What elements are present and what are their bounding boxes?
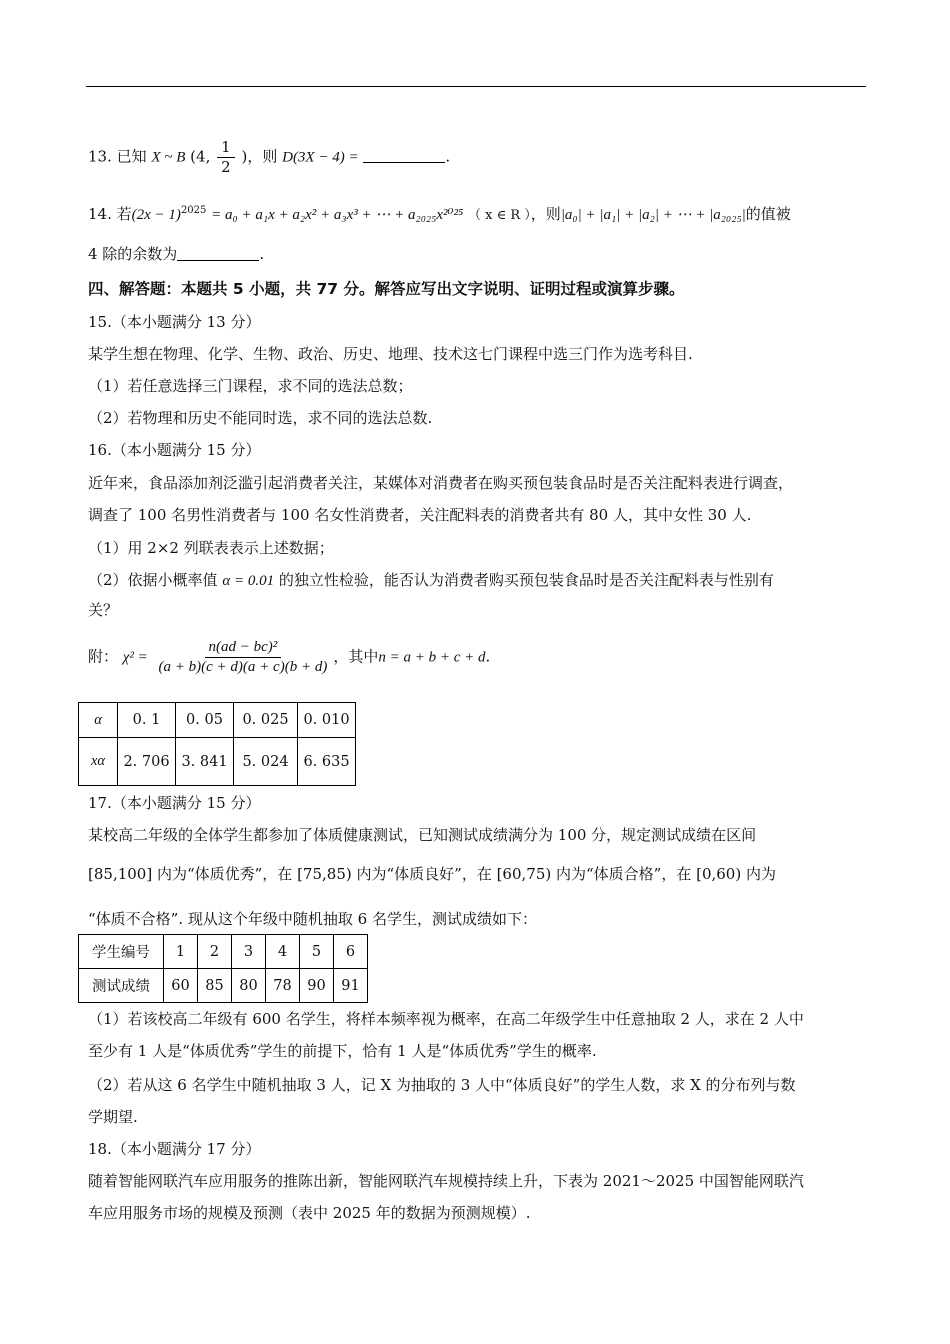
q18-body1: 随着智能网联汽车应用服务的推陈出新，智能网联汽车规模持续上升，下表为 2021～2025 中国智能网联汽 <box>88 1172 804 1190</box>
q14-line2 <box>88 245 264 263</box>
q17-part2-a: （2）若从这 6 名学生中随机抽取 3 人，记 X 为抽取的 3 人中“体质良好”的学生人数，求 X 的分布列与数 <box>88 1076 796 1094</box>
q16-table-cell: 0. 025 <box>234 703 298 738</box>
q16-table-cell: 6. 635 <box>298 738 356 786</box>
q16-part2-b: 的独立性检验，能否认为消费者购买预包装食品时是否关注配料表与性别有 <box>278 571 774 589</box>
q15-part1: （1）若任意选择三门课程，求不同的选法总数； <box>88 377 413 395</box>
q14-rhs: = a₀ + a₁x + a₂x² + a₃x³ + ⋯ + a₂₀₂₅x²⁰²⁵ <box>211 207 464 223</box>
q13-dist: X ~ B <box>151 149 186 166</box>
q16-body1: 近年来，食品添加剂泛滥引起消费者关注，某媒体对消费者在购买预包装食品时是否关注配料表进行调查， <box>88 474 794 492</box>
q17-part1-a: （1）若该校高二年级有 600 名学生，将样本频率视为概率，在高二年级学生中任意抽取 2 人，求在 2 人中 <box>88 1010 804 1028</box>
q17-body2: [85,100] 内为“体质优秀”，在 [75,85) 内为“体质良好”，在 [60,75) 内为“体质合格”，在 [0,60) 内为 <box>88 865 776 883</box>
q16-table-cell: 0. 05 <box>176 703 234 738</box>
q17-body1: 某校高二年级的全体学生都参加了体质健康测试，已知测试成绩满分为 100 分，规定测试成绩在区间 <box>88 826 757 844</box>
q17-table-cell: 4 <box>266 935 300 969</box>
q18-body2: 车应用服务市场的规模及预测（表中 2025 年的数据为预测规模）. <box>88 1204 531 1222</box>
q16-table-head-2: xα <box>79 738 118 786</box>
q13-frac-den: 2 <box>221 157 231 176</box>
q14-mid: ，则 <box>530 205 561 223</box>
q16-table-head-1: α <box>79 703 118 738</box>
q17-part2-b: 学期望. <box>88 1108 138 1126</box>
q17-table-cell: 85 <box>198 969 232 1003</box>
q16-formula-num: n(ad − bc)² <box>205 638 282 658</box>
q16-formula-n: n = a + b + c + d <box>378 649 486 666</box>
q14-abs-expr: |a₀| + |a₁| + |a₂| + ⋯ + |a₂₀₂₅| <box>560 207 746 223</box>
q16-part2-a: （2）依据小概率值 <box>88 571 218 589</box>
q17-table-cell: 6 <box>334 935 368 969</box>
q13-prefix: 已知 <box>116 147 147 166</box>
q13-dist-close: ) <box>241 147 248 166</box>
q16-table-cell: 2. 706 <box>118 738 176 786</box>
q16-table-cell: 5. 024 <box>234 738 298 786</box>
q16-formula-lhs: χ² = <box>122 649 148 666</box>
q17-head: 17.（本小题满分 15 分） <box>88 794 261 812</box>
q14-exp: 2025 <box>180 205 207 216</box>
q14-line2-end: . <box>259 245 265 263</box>
q17-table-head-1: 学生编号 <box>79 935 164 969</box>
q16-formula-fraction <box>155 638 332 677</box>
q16-formula-post: ，其中 <box>333 647 379 666</box>
q16-table-cell: 3. 841 <box>176 738 234 786</box>
q16-alpha: α = 0.01 <box>222 573 275 589</box>
q15-part2: （2）若物理和历史不能同时选，求不同的选法总数. <box>88 409 433 427</box>
q15-body: 某学生想在物理、化学、生物、政治、历史、地理、技术这七门课程中选三门作为选考科目. <box>88 345 693 363</box>
q13-end: . <box>445 147 451 166</box>
q13-fraction <box>217 138 235 177</box>
q14-tail: 的值被 <box>745 205 791 223</box>
q17-table-head-2: 测试成绩 <box>79 969 164 1003</box>
header-rule <box>86 86 866 87</box>
q16-head: 16.（本小题满分 15 分） <box>88 441 261 459</box>
q17-body3: “体质不合格”. 现从这个年级中随机抽取 6 名学生，测试成绩如下： <box>88 910 537 928</box>
q16-formula-den: (a + b)(c + d)(a + c)(b + d) <box>158 658 328 675</box>
q17-part1-b: 至少有 1 人是“体质优秀”学生的前提下，恰有 1 人是“体质优秀”学生的概率. <box>88 1042 597 1060</box>
section-4-heading: 四、解答题：本题共 5 小题，共 77 分。解答应写出文字说明、证明过程或演算步骤。 <box>88 280 685 298</box>
q17-table <box>78 934 368 1003</box>
q16-formula-pre: 附： <box>88 647 119 666</box>
q15-head: 15.（本小题满分 13 分） <box>88 313 261 331</box>
q17-table-cell: 1 <box>164 935 198 969</box>
q14-number: 14. <box>88 205 112 223</box>
q13-dist-open: (4, <box>190 147 211 166</box>
q16-table <box>78 702 356 786</box>
q17-table-cell: 90 <box>300 969 334 1003</box>
q17-table-cell: 3 <box>232 935 266 969</box>
q17-table-cell: 5 <box>300 935 334 969</box>
q13-number: 13. <box>88 147 112 166</box>
q16-part2-c: 关？ <box>88 601 119 619</box>
q14-prefix: 若 <box>116 205 132 223</box>
q16-body2: 调查了 100 名男性消费者与 100 名女性消费者，关注配料表的消费者共有 80 人，其中女性 30 人. <box>88 506 752 524</box>
q16-table-cell: 0. 1 <box>118 703 176 738</box>
q16-part1: （1）用 2×2 列联表表示上述数据； <box>88 539 334 557</box>
q14-domain: （ x ∈ R ） <box>468 208 531 223</box>
q17-table-cell: 91 <box>334 969 368 1003</box>
q13-answer-blank[interactable] <box>363 148 445 163</box>
q14-answer-blank[interactable] <box>177 246 259 261</box>
q17-table-cell: 78 <box>266 969 300 1003</box>
question-13 <box>88 138 450 177</box>
q13-frac-num: 1 <box>217 138 235 158</box>
q17-table-cell: 80 <box>232 969 266 1003</box>
q16-table-cell: 0. 010 <box>298 703 356 738</box>
q18-head: 18.（本小题满分 17 分） <box>88 1140 261 1158</box>
q13-mid: ，则 <box>247 147 278 166</box>
q16-part2 <box>88 571 774 590</box>
q14-line2-text: 4 除的余数为 <box>88 245 178 263</box>
q17-table-cell: 60 <box>164 969 198 1003</box>
q16-formula <box>88 638 490 677</box>
q13-expr: D(3X − 4) = <box>282 149 359 166</box>
q14-base: (2x − 1) <box>131 207 181 223</box>
question-14 <box>88 205 791 224</box>
q16-formula-end: . <box>485 647 491 666</box>
q17-table-cell: 2 <box>198 935 232 969</box>
